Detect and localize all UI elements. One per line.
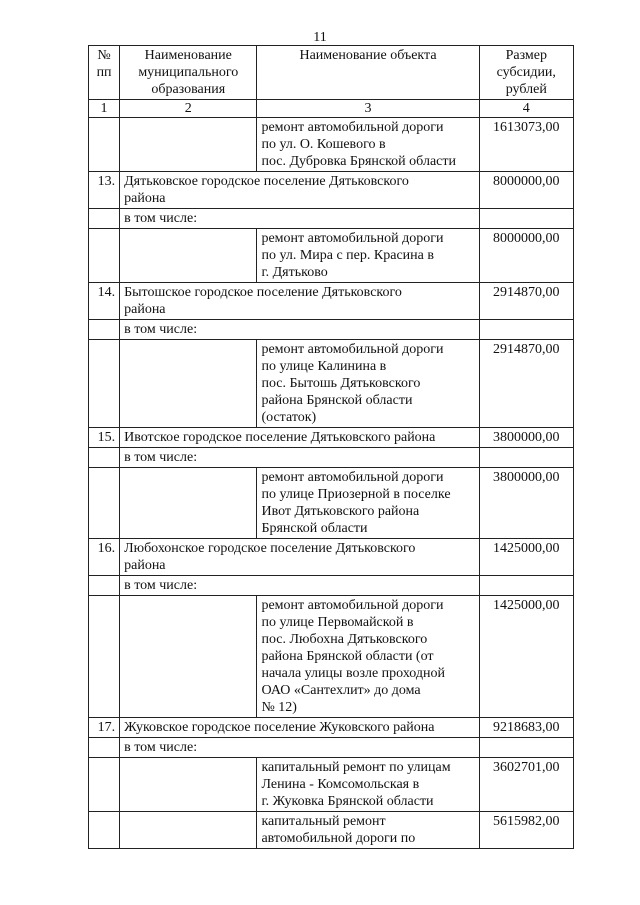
subsidy-table xyxy=(88,45,574,849)
empty-cell xyxy=(479,576,573,596)
header-number: № пп xyxy=(89,46,120,100)
including-label: в том числе: xyxy=(120,209,479,229)
object-name: капитальный ремонт автомобильной дороги по xyxy=(257,812,479,849)
empty-cell xyxy=(89,340,120,428)
subsidy-amount: 1425000,00 xyxy=(479,596,573,718)
municipality-row xyxy=(89,283,574,320)
empty-cell xyxy=(479,738,573,758)
subsidy-amount: 3800000,00 xyxy=(479,468,573,539)
municipality-name: Бытошское городское поселение Дятьковского района xyxy=(120,283,479,320)
empty-cell xyxy=(120,468,257,539)
subsidy-amount: 2914870,00 xyxy=(479,283,573,320)
municipality-row xyxy=(89,718,574,738)
object-row xyxy=(89,118,574,172)
empty-cell xyxy=(89,118,120,172)
table-header-row xyxy=(89,46,574,100)
municipality-row xyxy=(89,539,574,576)
including-label: в том числе: xyxy=(120,448,479,468)
empty-cell xyxy=(89,209,120,229)
subsidy-amount: 5615982,00 xyxy=(479,812,573,849)
empty-cell xyxy=(120,812,257,849)
empty-cell xyxy=(89,448,120,468)
column-number: 2 xyxy=(120,100,257,118)
row-number: 16. xyxy=(89,539,120,576)
empty-cell xyxy=(120,118,257,172)
municipality-name: Ивотское городское поселение Дятьковского района xyxy=(120,428,479,448)
row-number: 15. xyxy=(89,428,120,448)
column-number: 1 xyxy=(89,100,120,118)
object-name: ремонт автомобильной дороги по улице Приозерной в поселке Ивот Дятьковского района Брянской области xyxy=(257,468,479,539)
including-label: в том числе: xyxy=(120,738,479,758)
column-number: 3 xyxy=(257,100,479,118)
subsidy-amount: 1613073,00 xyxy=(479,118,573,172)
object-row xyxy=(89,596,574,718)
object-row xyxy=(89,340,574,428)
empty-cell xyxy=(120,596,257,718)
empty-cell xyxy=(479,320,573,340)
empty-cell xyxy=(120,340,257,428)
municipality-row xyxy=(89,172,574,209)
object-row xyxy=(89,229,574,283)
empty-cell xyxy=(120,758,257,812)
object-row xyxy=(89,812,574,849)
header-municipality: Наименование муниципального образования xyxy=(120,46,257,100)
object-name: ремонт автомобильной дороги по улице Калинина в пос. Бытошь Дятьковского района Брянской области (остаток) xyxy=(257,340,479,428)
subsidy-amount: 1425000,00 xyxy=(479,539,573,576)
subsidy-amount: 3800000,00 xyxy=(479,428,573,448)
object-name: ремонт автомобильной дороги по улице Первомайской в пос. Любохна Дятьковского района Брянской области (от начала улицы возле проходной ОАО «Сантехлит» до дома № 12) xyxy=(257,596,479,718)
empty-cell xyxy=(120,229,257,283)
municipality-name: Дятьковское городское поселение Дятьковского района xyxy=(120,172,479,209)
including-row xyxy=(89,738,574,758)
empty-cell xyxy=(89,576,120,596)
subsidy-amount: 8000000,00 xyxy=(479,229,573,283)
object-name: ремонт автомобильной дороги по ул. Мира с пер. Красина в г. Дятьково xyxy=(257,229,479,283)
object-row xyxy=(89,758,574,812)
empty-cell xyxy=(89,468,120,539)
including-row xyxy=(89,320,574,340)
object-name: капитальный ремонт по улицам Ленина - Комсомольская в г. Жуковка Брянской области xyxy=(257,758,479,812)
header-subsidy: Размер субсидии, рублей xyxy=(479,46,573,100)
row-number: 17. xyxy=(89,718,120,738)
including-label: в том числе: xyxy=(120,320,479,340)
column-numbers-row xyxy=(89,100,574,118)
empty-cell xyxy=(89,812,120,849)
subsidy-amount: 2914870,00 xyxy=(479,340,573,428)
header-object: Наименование объекта xyxy=(257,46,479,100)
municipality-name: Жуковское городское поселение Жуковского района xyxy=(120,718,479,738)
column-number: 4 xyxy=(479,100,573,118)
empty-cell xyxy=(479,448,573,468)
empty-cell xyxy=(89,758,120,812)
empty-cell xyxy=(89,596,120,718)
row-number: 14. xyxy=(89,283,120,320)
page-number: 11 xyxy=(313,30,327,45)
empty-cell xyxy=(89,738,120,758)
including-row xyxy=(89,576,574,596)
row-number: 13. xyxy=(89,172,120,209)
empty-cell xyxy=(479,209,573,229)
including-row xyxy=(89,448,574,468)
object-name: ремонт автомобильной дороги по ул. О. Кошевого в пос. Дубровка Брянской области xyxy=(257,118,479,172)
subsidy-amount: 9218683,00 xyxy=(479,718,573,738)
subsidy-amount: 8000000,00 xyxy=(479,172,573,209)
empty-cell xyxy=(89,229,120,283)
object-row xyxy=(89,468,574,539)
municipality-name: Любохонское городское поселение Дятьковского района xyxy=(120,539,479,576)
including-label: в том числе: xyxy=(120,576,479,596)
empty-cell xyxy=(89,320,120,340)
including-row xyxy=(89,209,574,229)
municipality-row xyxy=(89,428,574,448)
subsidy-amount: 3602701,00 xyxy=(479,758,573,812)
